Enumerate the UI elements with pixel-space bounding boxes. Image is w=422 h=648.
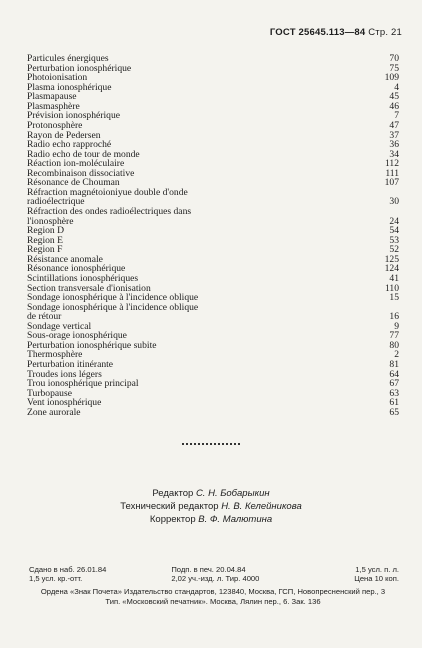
index-term: Radio echo de tour de monde [27,149,140,160]
index-page-number: 125 [384,253,399,265]
index-page-number: 81 [389,359,399,370]
index-entry [27,188,399,198]
index-term: Turbopause [27,388,72,399]
index-entry [27,303,399,313]
index-entry [27,217,399,227]
index-page-number: 16 [389,311,399,323]
index-page-number: 75 [389,62,399,74]
index-page-number: 80 [389,339,399,351]
index-entry [27,293,399,303]
index-term: Rayon de Pedersen [27,130,101,141]
index-term: Thermosphère [27,350,83,360]
index-page-number: 111 [385,167,399,179]
index-page-number: 47 [389,119,399,131]
index-entry [27,83,399,93]
index-entry [27,284,399,294]
index-page-number: 15 [389,292,399,304]
index-entry [27,226,399,236]
index-term: de rétour [27,312,62,322]
index-entry [27,178,399,188]
index-term: Trou ionosphérique principal [27,379,139,389]
index-entry [27,54,399,64]
index-term: Radio echo rapproché [27,140,112,150]
index-term: Protonosphère [27,120,83,131]
index-entry [27,341,399,351]
index-page-number: 77 [389,330,399,342]
index-term: Perturbation ionosphérique subite [27,340,157,351]
index-page-number: 67 [389,378,399,390]
index-term: radioélectrique [27,197,85,207]
index-term: Photoionisation [27,73,88,83]
index-term: Résonance ionosphérique [27,264,126,274]
index-page-number: 2 [394,349,399,361]
index-page-number: 30 [389,196,399,208]
index-entry [27,140,399,150]
index-page-number: 109 [384,72,399,84]
index-entry [27,207,399,217]
publication-details [29,565,399,583]
price: Цена 10 коп. [354,574,399,583]
index-page-number: 34 [389,148,399,160]
publishing-sheets-and-run: 2,02 уч.-изд. л. Тир. 4000 [171,574,260,583]
index-entry [27,92,399,102]
index-entry [27,159,399,169]
index-entry [27,389,399,399]
index-term: Prévision ionosphérique [27,111,120,121]
index-term: Plasmasphère [27,101,80,112]
index-page-number: 7 [394,110,399,122]
standard-number: ГОСТ 25645.113—84 [269,27,366,38]
index-page-number: 65 [389,406,399,418]
index-term: Réfraction magnétoioniyue double d'onde [27,187,188,198]
index-entry [27,264,399,274]
publication-row [29,565,399,574]
index-page-number: 63 [389,387,399,399]
index-term: Perturbation ionosphérique [27,63,132,74]
index-entry [27,398,399,408]
index-term: l'ionosphère [27,216,74,227]
printed-sheets: 1,5 усл. п. л. [355,565,399,574]
index-term: Region F [27,245,63,255]
index-entry [27,370,399,380]
index-page-number: 70 [389,53,399,64]
index-term: Section transversale d'ionisation [27,283,151,294]
credit-technical-editor: Технический редактор Н. В. Келейникова [120,501,302,512]
index-page-number: 61 [389,397,399,409]
index-page-number: 64 [389,368,399,380]
index-page-number: 24 [389,215,399,227]
index-term: Vent ionosphérique [27,398,102,408]
index-entry [27,408,399,418]
index-term: Troudes ions légers [27,369,102,380]
index-page-number: 4 [394,81,399,93]
index-entry [27,379,399,389]
index-term: Region E [27,235,63,246]
index-term: Region D [27,226,65,236]
publisher-imprint [27,587,399,607]
index-page-number: 41 [389,272,399,284]
credit-editor: Редактор С. Н. Бобарыкин [152,488,270,499]
index-entry [27,350,399,360]
index-term: Recombinaison dissociative [27,168,135,179]
index-term: Sondage ionosphérique à l'incidence oblique [27,302,199,313]
index-term: Réaction ion-moléculaire [27,159,125,169]
index-entry [27,121,399,131]
index-page-number: 46 [389,100,399,112]
index-page-number: 37 [389,129,399,141]
publisher-line: Ордена «Знак Почета» Издательство стандартов, 123840, Москва, ГСП, Новопресненский пер., 3 [40,587,386,596]
index-entry [27,111,399,121]
index-entry [27,73,399,83]
index-page-number: 54 [389,225,399,237]
index-term: Sondage ionosphérique à l'incidence oblique [27,293,199,303]
index-page-number: 9 [394,320,399,332]
index-entry [27,102,399,112]
index-entry [27,312,399,322]
color-proof-sheets: 1,5 усл. кр.-отт. [29,574,83,583]
index-term: Résonance de Chouman [27,178,120,188]
editorial-credits [0,487,422,526]
index-entry [27,131,399,141]
signed-to-print: Подп. в печ. 20.04.84 [171,565,246,574]
index-term: Scintillations ionosphériques [27,273,139,284]
index-term: Zone aurorale [27,407,81,418]
index-page-number: 124 [384,263,399,275]
index-entry [27,274,399,284]
index-page-number: 36 [389,139,399,151]
index-page-number: 107 [384,177,399,189]
index-entry [27,197,399,207]
index-page-number: 110 [384,282,399,294]
credit-proofreader: Корректор В. Ф. Малютина [149,514,273,525]
printer-line: Тип. «Московский печатник». Москва, Лялин пер., 6. Зак. 136 [105,597,321,606]
publication-row [29,574,399,583]
index-page-number: 53 [389,234,399,246]
index-term: Perturbation itinérante [27,360,114,370]
index-entry [27,236,399,246]
alphabetical-index [27,54,399,417]
index-entry [27,64,399,74]
index-page-number: 112 [384,158,399,170]
index-page-number: 45 [389,91,399,103]
index-entry [27,245,399,255]
index-term: Plasmapause [27,92,77,102]
index-term: Plasma ionosphérique [27,82,112,93]
page-header [270,27,402,38]
index-term: Résistance anomale [27,254,103,265]
index-entry [27,169,399,179]
index-page-number: 52 [389,244,399,256]
index-entry [27,150,399,160]
section-divider [182,443,240,445]
index-entry [27,322,399,332]
index-entry [27,331,399,341]
page-number: Стр. 21 [368,27,402,38]
index-term: Sous-orage ionosphérique [27,331,127,341]
index-entry [27,255,399,265]
sent-to-typesetting: Сдано в наб. 26.01.84 [29,565,107,574]
index-entry [27,360,399,370]
index-term: Sondage vertical [27,321,92,332]
index-term: Particules énergiques [27,54,109,64]
index-term: Réfraction des ondes radioélectriques dans [27,207,192,217]
